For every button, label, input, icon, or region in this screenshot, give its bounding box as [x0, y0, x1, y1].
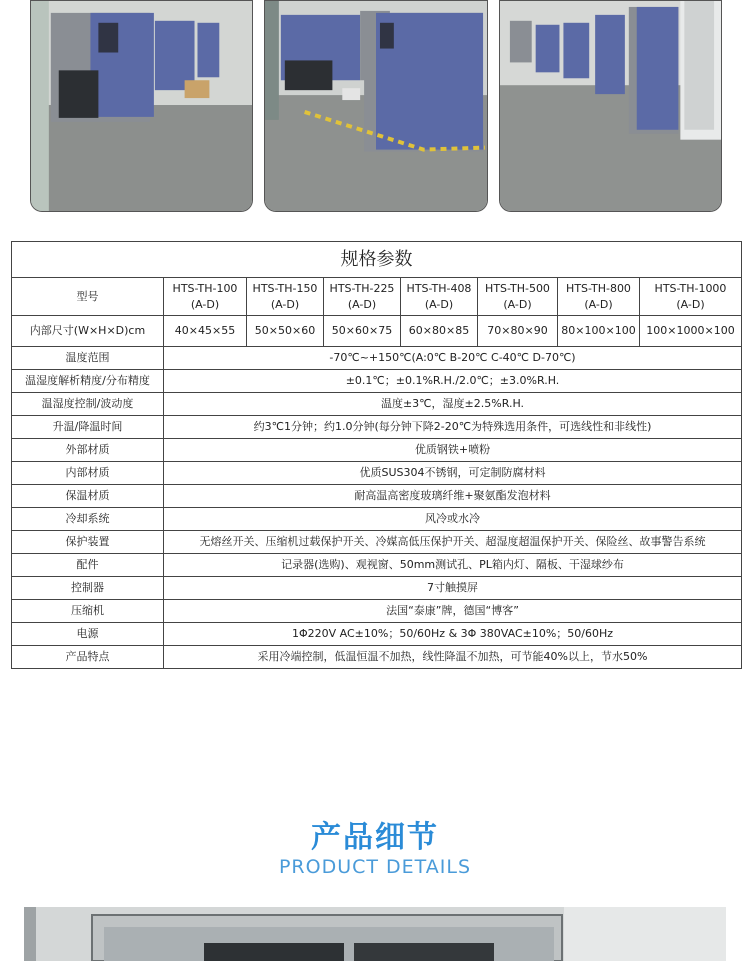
model-name: HTS-TH-1000: [654, 281, 727, 295]
model-cell: [324, 278, 401, 316]
model-cell: [401, 278, 478, 316]
spec-label: 温湿度解析精度/分布精度: [12, 370, 164, 393]
spec-value: 无熔丝开关、压缩机过载保护开关、冷媒高低压保护开关、超湿度超温保护开关、保险丝、故事警告系统: [164, 531, 742, 554]
spec-value: -70℃~+150℃(A:0℃ B-20℃ C-40℃ D-70℃): [164, 347, 742, 370]
spec-value: 约3℃1分钟；约1.0分钟(每分钟下降2-20℃为特殊选用条件，可选线性和非线性): [164, 416, 742, 439]
spec-label: 保温材质: [12, 485, 164, 508]
spec-table-title: 规格参数: [12, 242, 742, 278]
size-cell: 40×45×55: [164, 316, 247, 347]
spec-row-accessories: [12, 554, 742, 577]
model-variant: (A-D): [424, 297, 454, 311]
spec-row-compressor: [12, 600, 742, 623]
spec-row-controller: [12, 577, 742, 600]
spec-value: 温度±3℃，湿度±2.5%R.H.: [164, 393, 742, 416]
spec-label: 升温/降温时间: [12, 416, 164, 439]
model-name: HTS-TH-100: [172, 281, 238, 295]
spec-row-features: [12, 646, 742, 669]
model-variant: (A-D): [190, 297, 220, 311]
chamber-photo-2: [264, 0, 488, 212]
model-variant: (A-D): [584, 297, 613, 311]
spec-row-power: [12, 623, 742, 646]
section-subtitle: PRODUCT DETAILS: [278, 856, 472, 878]
spec-row-control: [12, 393, 742, 416]
spec-value: 法国“泰康”牌，德国“博客”: [164, 600, 742, 623]
spec-value: 耐高温高密度玻璃纤维+聚氨酯发泡材料: [164, 485, 742, 508]
model-variant: (A-D): [347, 297, 377, 311]
model-name: HTS-TH-150: [252, 281, 318, 295]
model-label: 型号: [12, 278, 164, 316]
spec-value: 记录器(选购)、观视窗、50mm测试孔、PL箱内灯、隔板、干湿球纱布: [164, 554, 742, 577]
chamber-photo-3-image: [500, 1, 721, 211]
chamber-photo-1: [30, 0, 253, 212]
spec-value: 采用冷端控制，低温恒温不加热，线性降温不加热，可节能40%以上，节水50%: [164, 646, 742, 669]
product-detail-photo: [24, 907, 726, 961]
model-name: HTS-TH-800: [566, 281, 631, 295]
model-variant: (A-D): [270, 297, 300, 311]
chamber-photo-1-image: [31, 1, 252, 211]
size-cell: 70×80×90: [478, 316, 558, 347]
spec-label: 电源: [12, 623, 164, 646]
spec-label: 配件: [12, 554, 164, 577]
size-cell: 80×100×100: [558, 316, 640, 347]
spec-row-interior: [12, 462, 742, 485]
spec-row-temperature-range: [12, 347, 742, 370]
model-name: HTS-TH-500: [485, 281, 550, 295]
spec-row-accuracy: [12, 370, 742, 393]
spec-value: 优质钢铁+喷粉: [164, 439, 742, 462]
section-title: 产品细节: [311, 820, 439, 855]
spec-label: 温度范围: [12, 347, 164, 370]
model-cell: [164, 278, 247, 316]
model-variant: (A-D): [676, 297, 705, 311]
chamber-photo-3: [499, 0, 722, 212]
spec-label: 保护装置: [12, 531, 164, 554]
product-detail-image: [24, 907, 726, 961]
spec-table: [11, 241, 742, 669]
model-cell: [478, 278, 558, 316]
spec-row-insulation: [12, 485, 742, 508]
size-cell: 50×50×60: [247, 316, 324, 347]
model-variant: (A-D): [503, 297, 532, 311]
size-cell: 50×60×75: [324, 316, 401, 347]
size-label: 内部尺寸(W×H×D)cm: [12, 316, 164, 347]
model-cell: [558, 278, 640, 316]
size-cell: 60×80×85: [401, 316, 478, 347]
model-cell: [640, 278, 742, 316]
spec-row-exterior: [12, 439, 742, 462]
model-name: HTS-TH-225: [329, 281, 395, 295]
spec-value: 优质SUS304不锈钢，可定制防腐材料: [164, 462, 742, 485]
model-cell: [247, 278, 324, 316]
spec-label: 内部材质: [12, 462, 164, 485]
spec-row-ramp-time: [12, 416, 742, 439]
spec-label: 外部材质: [12, 439, 164, 462]
spec-value: 1Φ220V AC±10%；50/60Hz & 3Φ 380VAC±10%；50/60Hz: [164, 623, 742, 646]
spec-label: 压缩机: [12, 600, 164, 623]
size-row: [12, 316, 742, 347]
spec-row-cooling: [12, 508, 742, 531]
spec-label: 温湿度控制/波动度: [12, 393, 164, 416]
spec-value: 风冷或水冷: [164, 508, 742, 531]
spec-label: 冷却系统: [12, 508, 164, 531]
spec-value: 7寸触摸屏: [164, 577, 742, 600]
chamber-photo-2-image: [265, 1, 487, 211]
spec-label: 产品特点: [12, 646, 164, 669]
spec-row-protection: [12, 531, 742, 554]
size-cell: 100×1000×100: [640, 316, 742, 347]
spec-value: ±0.1℃；±0.1%R.H./2.0℃；±3.0%R.H.: [164, 370, 742, 393]
model-row: [12, 278, 742, 316]
model-name: HTS-TH-408: [406, 281, 472, 295]
spec-label: 控制器: [12, 577, 164, 600]
